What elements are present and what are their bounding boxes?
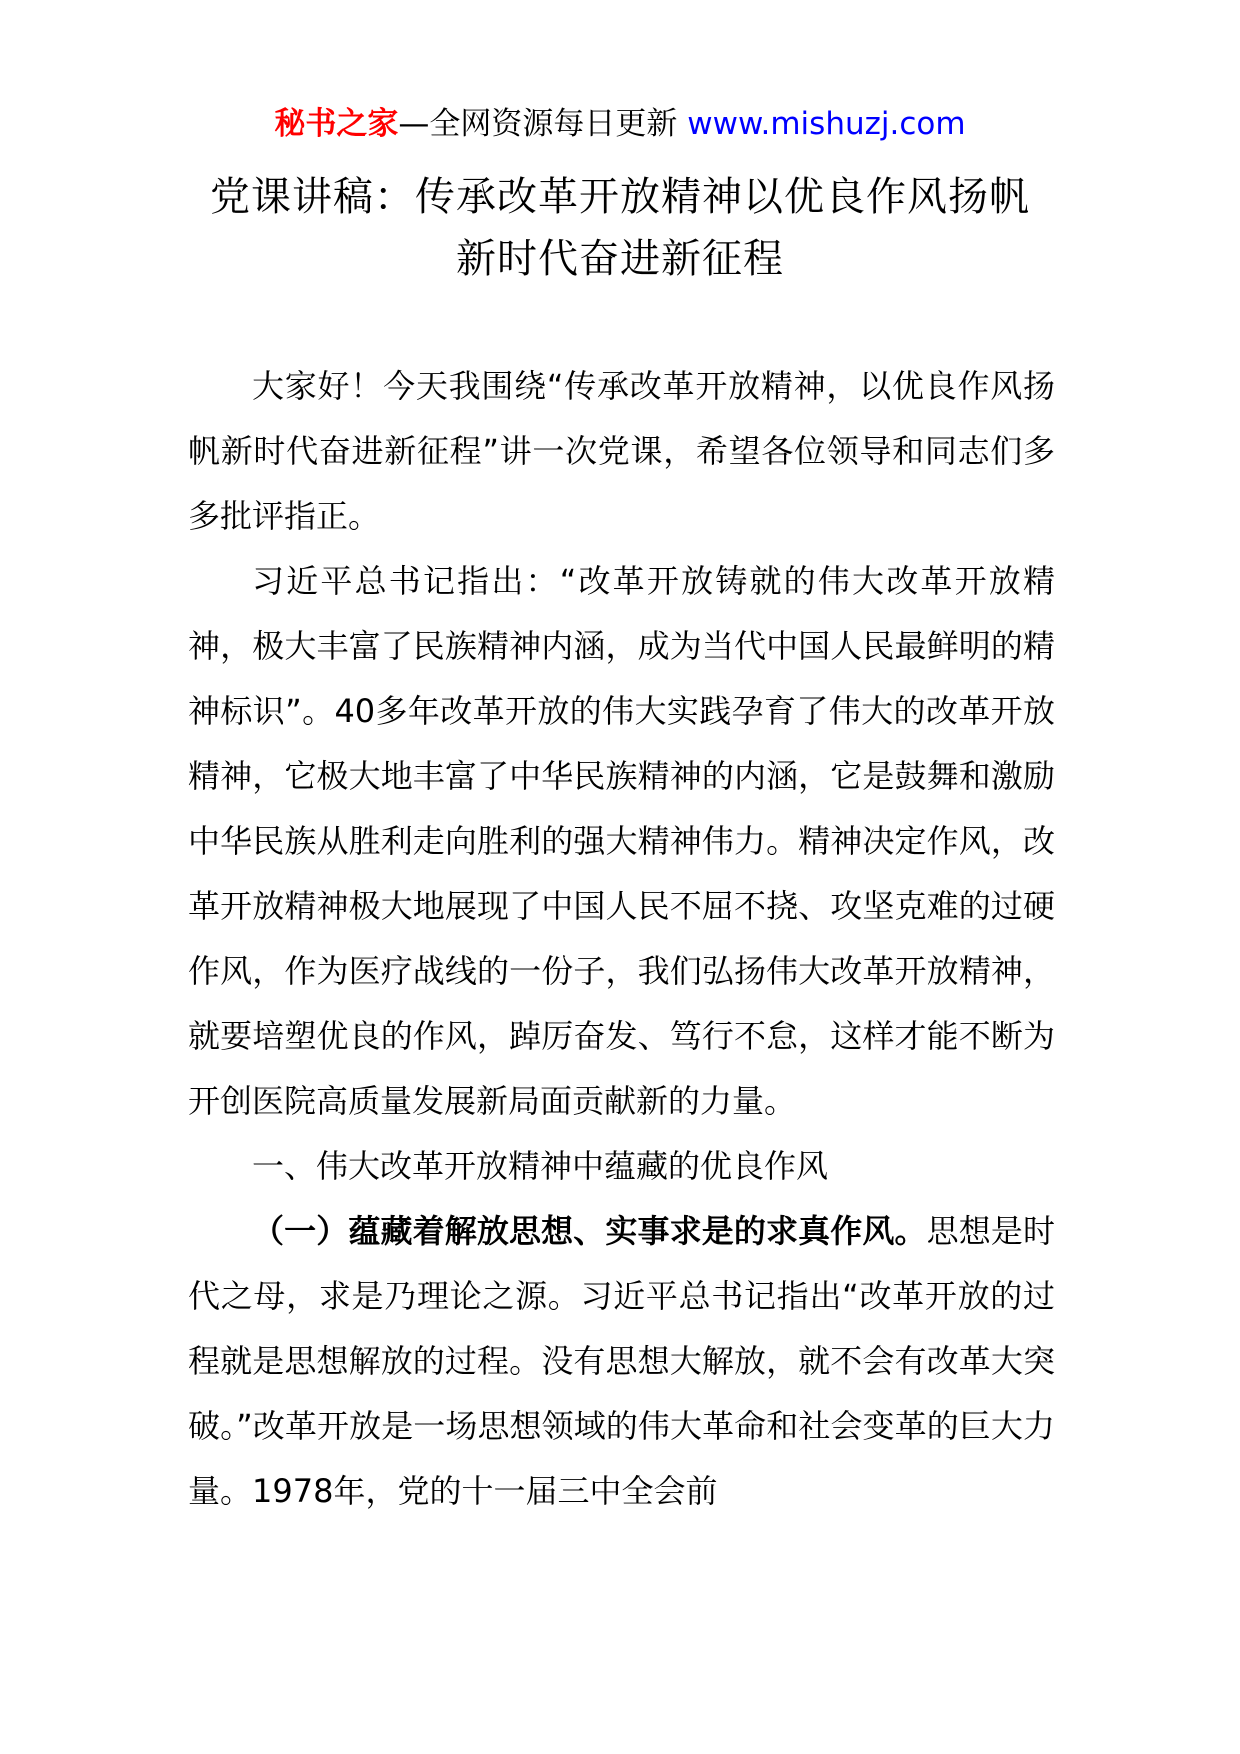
brand-name: 秘书之家 [274,106,399,142]
title-line-1: 党课讲稿：传承改革开放精神以优良作风扬帆 [210,174,1030,220]
header-dash: — [398,106,430,142]
paragraph-subsection-1 [188,1199,1055,1524]
subsection-heading-1: （一）蕴藏着解放思想、实事求是的求真作风。 [252,1212,927,1250]
section-heading-1: 一、伟大改革开放精神中蕴藏的优良作风 [252,1147,829,1185]
site-url-link[interactable]: www.mishuzj.com [687,106,966,142]
paragraph-greeting: 大家好！今天我围绕“传承改革开放精神，以优良作风扬帆新时代奋进新征程”讲一次党课，希望各位领导和同志们多多批评指正。 [188,367,1055,535]
subsection-text-1: 思想是时代之母，求是乃理论之源。习近平总书记指出“改革开放的过程就是思想解放的过程。没有思想大解放，就不会有改革大突破。”改革开放是一场思想领域的伟大革命和社会变革的巨大力量。1978年，党的十一届三中全会前 [188,1212,1055,1510]
document-title [150,166,1090,290]
paragraph-quote: 习近平总书记指出：“改革开放铸就的伟大改革开放精神，极大丰富了民族精神内涵，成为当代中国人民最鲜明的精神标识”。40多年改革开放的伟大实践孕育了伟大的改革开放精神，它极大地丰富了中华民族精神的内涵，它是鼓舞和激励中华民族从胜利走向胜利的强大精神伟力。精神决定作风，改革开放精神极大地展现了中国人民不屈不挠、攻坚克难的过硬作风，作为医疗战线的一份子，我们弘扬伟大改革开放精神，就要培塑优良的作风，踔厉奋发、笃行不怠，这样才能不断为开创医院高质量发展新局面贡献新的力量。 [188,562,1055,1120]
header-slogan: 全网资源每日更新 [429,106,688,142]
title-line-2: 新时代奋进新征程 [456,236,784,282]
site-header [0,104,1240,144]
document-body [188,354,1055,1524]
